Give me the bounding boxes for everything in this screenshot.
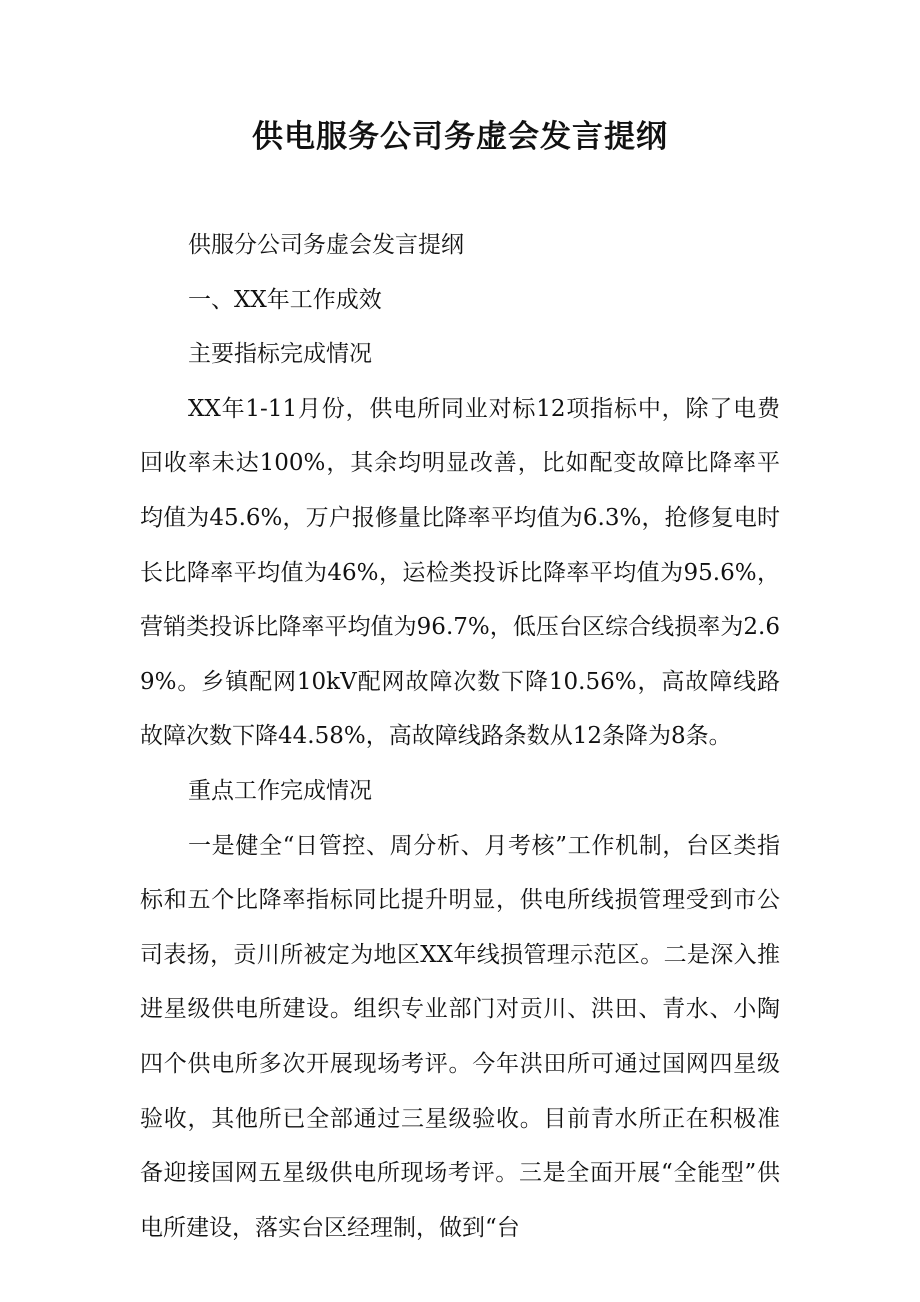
subheading-main-indicators: 主要指标完成情况 [188, 341, 372, 368]
subheading-key-work: 重点工作完成情况 [188, 777, 372, 804]
document-body [140, 218, 780, 1255]
paragraph-subtitle: 供服分公司务虚会发言提纲 [188, 232, 464, 258]
paragraph-key-work: 一是健全“日管控、周分析、月考核”工作机制，台区类指标和五个比降率指标同比提升明显，供电所线损管理受到市公司表扬，贡川所被定为地区XX年线损管理示范区。二是深入推进星级供电所建设。组织专业部门对贡川、洪田、青水、小陶四个供电所多次开展现场考评。今年洪田所可通过国网四星级验收，其他所已全部通过三星级验收。目前青水所正在积极准备迎接国网五星级供电所现场考评。三是全面开展“全能型”供电所建设，落实台区经理制，做到“台 [140, 832, 780, 1241]
document-title: 供电服务公司务虚会发言提纲 [252, 119, 668, 155]
section-heading-achievements: 一、XX年工作成效 [188, 286, 382, 313]
paragraph-indicators: XX年1-11月份，供电所同业对标12项指标中，除了电费回收率未达100%，其余均明显改善，比如配变故障比降率平均值为45.6%，万户报修量比降率平均值为6.3%，抢修复电时长比降率平均值为46%，运检类投诉比降率平均值为95.6%，营销类投诉比降率平均值为96.7%，低压台区综合线损率为2.69%。乡镇配网10kV配网故障次数下降10.56%，高故障线路故障次数下降44.58%，高故障线路条数从12条降为8条。 [140, 395, 780, 750]
